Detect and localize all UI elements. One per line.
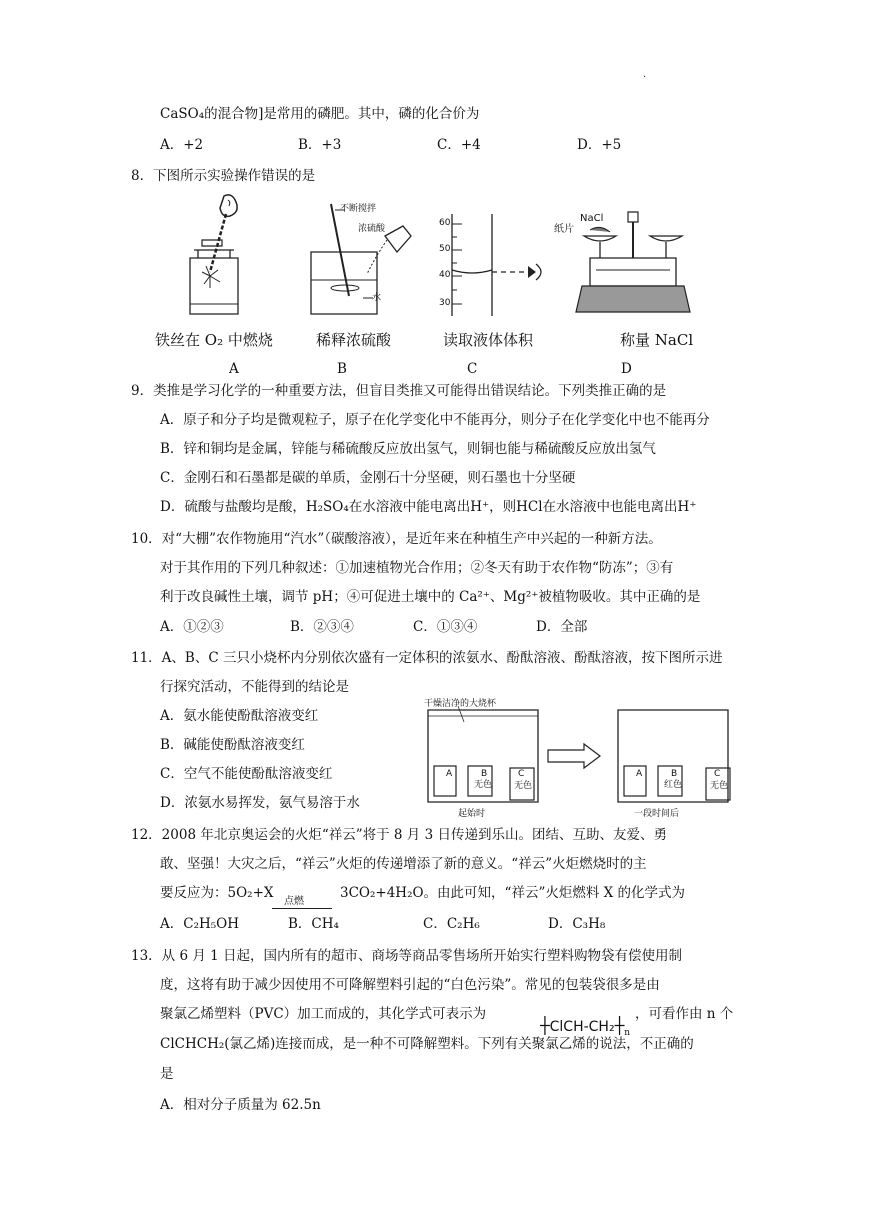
q11-option-c: C．空气不能使酚酞溶液变红 [160,766,333,782]
q12-eq-condition: 点燃 [284,896,304,907]
q13-option-a: A．相对分子质量为 62.5n [160,1097,321,1113]
q13-line-5: 是 [160,1066,174,1082]
figure-iron-burning [180,192,260,320]
q8-caption-c: 读取液体体积 [443,331,534,349]
q11-left-caption: 起始时 [458,809,486,819]
q11-big-beaker-label: 干燥洁净的大烧杯 [424,699,497,709]
header-dot: . [643,69,647,80]
q11-right-a: A [636,769,643,779]
q12-line-1: 12．2008 年北京奥运会的火炬“祥云”将于 8 月 3 日传递到乐山。团结、互助、友爱、勇 [131,827,667,843]
q8-letter-a: A [229,361,239,377]
q11-left-b-sub: 无色 [474,780,493,790]
q11-right-caption: 一段时间后 [634,809,680,819]
q8-caption-b: 稀释浓硫酸 [316,331,392,349]
q9-stem: 9．类推是学习化学的一种重要方法，但盲目类推又可能得出错误结论。下列类推正确的是 [131,383,667,399]
q8-letter-c: C [467,361,478,377]
q12-line-2: 敢、坚强！大灾之后，“祥云”火炬的传递增添了新的意义。“祥云”火炬燃烧时的主 [160,856,647,872]
q10-line-3: 利于改良碱性土壤，调节 pH；④可促进土壤中的 Ca²⁺、Mg²⁺被植物吸收。其中正确的是 [160,589,701,605]
q13-line-3-right: ，可看作由 n 个 [635,1006,734,1022]
q8-stem: 8．下图所示实验操作错误的是 [131,168,316,184]
q11-right-c-sub: 无色 [710,781,729,791]
q7-option-b: B．+3 [298,137,342,153]
q8-tick-50: 50 [439,244,451,254]
q11-option-a: A．氨水能使酚酞溶液变红 [160,708,319,724]
q7-line: CaSO₄的混合物]是常用的磷肥。其中，磷的化合价为 [160,106,480,122]
q7-option-c: C．+4 [437,137,481,153]
figure-read-volume [440,212,550,318]
q13-line-4: ClCHCH₂(氯乙烯)连接而成，是一种不可降解塑料。下列有关聚氯乙烯的说法，不正确的 [160,1036,694,1052]
q12-eq-left: 要反应为：5O₂+X [160,885,274,901]
q13-line-2: 度，这将有助于减少因使用不可降解塑料引起的“白色污染”。常见的包装袋很多是由 [160,977,660,993]
q11-figure-frame [418,694,738,828]
q9-option-b: B．锌和铜均是金属，锌能与稀硫酸反应放出氢气，则铜也能与稀硫酸反应放出氢气 [160,441,656,457]
figure-balance [572,208,692,320]
q8-tick-40: 40 [439,270,451,280]
q10-option-b: B．②③④ [290,619,354,635]
q13-line-1: 13．从 6 月 1 日起，国内所有的超市、商场等商品零售场所开始实行塑料购物袋有偿使用制 [131,948,683,964]
q13-formula-text: ClCH-CH₂ [549,1019,615,1035]
q11-line-2: 行探究活动，不能得到的结论是 [160,679,349,695]
q8-letter-d: D [621,361,632,377]
q10-option-d: D．全部 [536,619,588,635]
q10-option-a: A．①②③ [160,619,224,635]
q8-letter-b: B [337,361,347,377]
q9-option-a: A．原子和分子均是微观粒子，原子在化学变化中不能再分，则分子在化学变化中也不能再分 [160,412,710,428]
q13-line-3-left: 聚氯乙烯塑料（PVC）加工而成的，其化学式可表示为 [160,1006,487,1022]
q8-label-nacl: NaCl [580,213,604,224]
q10-option-c: C．①③④ [413,619,478,635]
q11-right-b-sub: 红色 [664,780,683,790]
q8-caption-a: 铁丝在 O₂ 中燃烧 [155,331,273,349]
q13-formula: $┼ClCH-CH_2┼_n$ [540,1016,631,1038]
q11-left-b: B [481,769,488,779]
q10-line-2: 对于其作用的下列几种叙述：①加速植物光合作用；②冬天有助于农作物“防冻”；③有 [160,560,674,576]
q11-left-a: A [446,769,453,779]
q8-label-water: 水 [372,293,382,303]
q11-option-d: D．浓氨水易挥发，氨气易溶于水 [160,795,360,811]
q11-line-1: 11．A、B、C 三只小烧杯内分别依次盛有一定体积的浓氨水、酚酞溶液、酚酞溶液，按下图所示进 [131,650,723,666]
q13-formula-n: n [624,1028,631,1038]
q12-option-c: C．C₂H₆ [423,916,480,932]
q11-left-c: C [518,769,525,779]
q10-line-1: 10．对“大棚”农作物施用“汽水”（碳酸溶液），是近年来在种植生产中兴起的一种新方法。 [131,531,662,547]
q12-eq-line [272,908,332,909]
q12-option-a: A．C₂H₅OH [160,916,240,932]
q11-right-c: C [714,769,721,779]
q9-option-c: C．金刚石和石墨都是碳的单质，金刚石十分坚硬，则石墨也十分坚硬 [160,470,576,486]
q8-tick-60: 60 [439,218,451,228]
q8-caption-d: 称量 NaCl [620,331,694,349]
q11-left-c-sub: 无色 [514,781,533,791]
q9-option-d: D．硫酸与盐酸均是酸，H₂SO₄在水溶液中能电离出H⁺，则HCl在水溶液中也能电离出H⁺ [160,499,697,515]
q8-label-stir: 不断搅拌 [340,204,377,214]
q8-label-paper: 纸片 [554,224,574,235]
q11-option-b: B．碱能使酚酞溶液变红 [160,737,305,753]
q11-right-b: B [671,769,678,779]
q7-option-a: A．+2 [160,137,204,153]
q12-option-b: B．CH₄ [288,916,339,932]
figure-dilute-acid [305,200,415,320]
q7-option-d: D．+5 [577,137,622,153]
q8-tick-30: 30 [439,298,451,308]
q12-eq-right: 3CO₂+4H₂O。由此可知，“祥云”火炬燃料 X 的化学式为 [340,885,686,901]
q12-option-d: D．C₃H₈ [548,916,606,932]
q8-label-acid: 浓硫酸 [358,224,386,234]
